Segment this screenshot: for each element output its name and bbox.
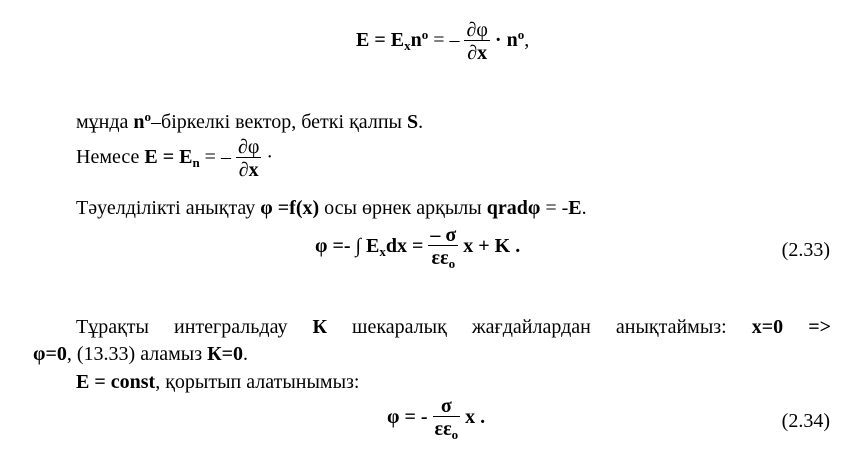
equals-minus: = –: [199, 146, 231, 169]
equals: = -: [540, 197, 569, 219]
k-zero: К=0: [207, 343, 244, 365]
symbol-k: К: [312, 316, 327, 338]
equation-number: (2.33): [781, 239, 830, 261]
equation-number: (2.34): [781, 410, 830, 432]
text-line-conclusion: [76, 372, 359, 392]
formula-lhs: E = E: [356, 29, 405, 52]
fraction-denominator: [428, 245, 458, 270]
text: мұнда: [76, 111, 134, 133]
formula-tail: · n: [494, 29, 518, 52]
superscript-o: o: [421, 27, 429, 43]
subscript-o: o: [448, 256, 456, 271]
fraction-numerator: – σ: [430, 224, 457, 246]
comma: ,: [524, 29, 530, 52]
fraction-denominator: [433, 416, 461, 441]
equation-2-33: [315, 225, 520, 270]
text: Тәуелділікті анықтау: [76, 197, 261, 219]
formula-lhs: φ =- ∫ E: [315, 235, 380, 258]
text: шекаралық жағдайлардан анықтаймыз:: [327, 316, 752, 338]
fraction-denominator: ∂x: [236, 157, 261, 180]
text: осы өрнек арқылы: [319, 197, 487, 219]
implies-arrow: =>: [783, 316, 832, 338]
e-const: E = const: [76, 371, 156, 393]
text-line-vector-desc: [76, 110, 423, 132]
equals-minus: = –: [428, 29, 460, 52]
fraction-numerator: ∂φ: [466, 19, 488, 41]
subscript-n: n: [192, 155, 200, 171]
fraction-numerator: σ: [440, 395, 452, 417]
vector-n: n: [133, 111, 145, 133]
text-line-integration-constant: [33, 316, 831, 339]
epsilon-text: εε: [434, 418, 452, 440]
formula-rhs: x + K .: [463, 235, 521, 258]
period: .: [418, 111, 424, 133]
superscript-o: o: [144, 109, 152, 124]
symbol-s: S: [406, 111, 419, 133]
vector-n: n: [410, 29, 422, 52]
text-line-dependence: [76, 198, 587, 218]
text: , (13.33) аламыз: [66, 343, 208, 365]
fraction-dphi-dx: [236, 137, 261, 180]
equation-2-34: [387, 396, 485, 441]
fraction-numerator: ∂φ: [237, 136, 260, 158]
subscript-x: x: [379, 244, 386, 260]
period: .: [243, 343, 249, 365]
fraction-sigma-eps: [433, 396, 461, 441]
text-line-or: [76, 137, 273, 180]
condition-phi0: φ=0: [33, 343, 67, 365]
period: .: [581, 197, 587, 219]
text: Немесе: [76, 146, 145, 169]
subscript-x: x: [404, 38, 411, 54]
epsilon-text: εε: [431, 247, 449, 269]
text: , қорытып алатынымыз:: [155, 371, 360, 393]
dot: ·: [266, 146, 274, 169]
superscript-o: o: [517, 27, 525, 43]
formula-dx: dx =: [385, 235, 424, 258]
grad-phi: qradφ: [486, 197, 541, 219]
text-line-result: [33, 344, 248, 364]
phi-function: φ =f(x): [260, 197, 320, 219]
formula-rhs: x .: [465, 406, 486, 429]
text: Тұрақты интегральдау: [76, 316, 313, 338]
symbol-e: E: [568, 197, 582, 219]
formula-field-definition: [356, 20, 529, 63]
fraction-dphi-dx: [464, 20, 489, 63]
fraction-denominator: ∂x: [464, 40, 489, 63]
subscript-o: o: [451, 427, 459, 442]
fraction-sigma-eps: [428, 225, 458, 270]
symbol-e: E = E: [144, 146, 193, 169]
formula-lhs: φ = -: [387, 406, 428, 429]
text: –біркелкі вектор, беткі қалпы: [151, 111, 407, 133]
condition-x0: x=0: [751, 316, 784, 338]
